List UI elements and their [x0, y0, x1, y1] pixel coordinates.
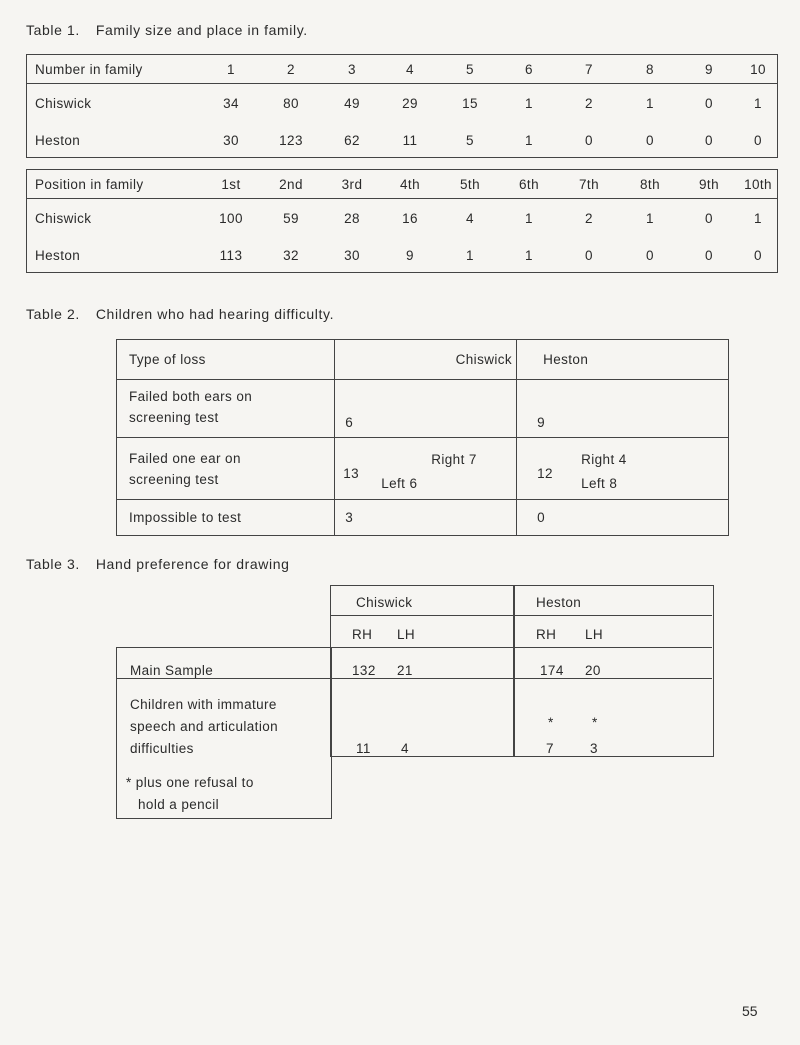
row-label: Impossible to test [117, 500, 335, 536]
table-cell: 34 [223, 96, 239, 112]
table-cell: 174 [540, 663, 564, 678]
table-cell: 0 [585, 247, 593, 263]
table1b-col: 6th [501, 170, 557, 199]
table1b-col: 4th [381, 170, 439, 199]
table2-header-chiswick: Chiswick [335, 340, 517, 380]
table-cell: 0 [705, 132, 713, 148]
table1a-col: 10 [739, 55, 778, 84]
table1b-col: 10th [739, 170, 778, 199]
table-cell: 11 [356, 741, 371, 756]
footnote-marker: * [548, 715, 554, 730]
table-cell: 0 [585, 132, 593, 148]
table3-hand-preference [116, 585, 729, 817]
table-cell: 15 [462, 96, 478, 112]
table1b-col: 7th [557, 170, 621, 199]
table1a-col: 6 [501, 55, 557, 84]
table3-group-chiswick: Chiswick [356, 595, 413, 610]
table-cell: 113 [219, 247, 243, 263]
table-cell: 1 [525, 96, 533, 112]
row-label: Chiswick [35, 96, 92, 112]
table-cell: 0 [705, 247, 713, 263]
table1-family-size [26, 54, 778, 158]
table2-caption [26, 306, 334, 322]
table3-footnote-line: hold a pencil [138, 797, 220, 812]
table-cell: 3 [335, 500, 517, 536]
row-label-line: Failed both ears on [129, 389, 253, 404]
table-cell: 9 [517, 380, 729, 438]
table1a-header-row [27, 55, 778, 84]
table1b-col: 9th [679, 170, 739, 199]
row-label-line: Failed one ear on [129, 450, 241, 466]
table-cell: 21 [397, 663, 413, 678]
table2-hearing-difficulty [116, 339, 729, 536]
table-cell: 0 [517, 500, 729, 536]
table-cell: 4 [466, 211, 474, 227]
table3-sub-lh: LH [397, 627, 416, 642]
table-cell [335, 438, 517, 500]
table-row [117, 438, 729, 500]
table1-caption-text: Family size and place in family. [95, 22, 308, 38]
table-cell: 29 [402, 96, 418, 112]
table1a-col: 5 [439, 55, 501, 84]
table-cell: 20 [585, 663, 601, 678]
table1b-header-row [27, 170, 778, 199]
page-number: 55 [742, 1003, 758, 1019]
table1b-header-label: Position in family [27, 170, 204, 199]
table1-caption [26, 22, 308, 38]
table-cell: 0 [646, 132, 654, 148]
table1b-col: 8th [621, 170, 679, 199]
table-cell: 30 [223, 132, 239, 148]
table1a-col: 3 [323, 55, 381, 84]
table1-position-in-family [26, 169, 778, 273]
table3-footnote-line: * plus one refusal to [126, 775, 254, 790]
row-label: Heston [35, 247, 81, 263]
table1a-col: 2 [259, 55, 323, 84]
table-row [27, 239, 778, 273]
table-cell: 4 [401, 741, 409, 756]
table3-caption-text: Hand preference for drawing [95, 556, 290, 572]
table-row [27, 84, 778, 124]
table-cell: 30 [344, 247, 360, 263]
table-cell: 62 [344, 132, 360, 148]
table1b-col: 2nd [259, 170, 323, 199]
split-total: 13 [343, 465, 360, 481]
table1a-header-label: Number in family [27, 55, 204, 84]
split-left: Left 8 [581, 475, 618, 491]
table3-group-divider [330, 615, 712, 616]
table1a-col: 1 [203, 55, 259, 84]
table-cell: 32 [283, 247, 299, 263]
row-label: Chiswick [35, 211, 92, 227]
table-row [27, 124, 778, 158]
table-cell: 0 [646, 247, 654, 263]
table-cell: 28 [344, 211, 360, 227]
row-label-line: difficulties [130, 741, 194, 756]
table-cell: 1 [646, 96, 654, 112]
table3-sub-rh: RH [536, 627, 557, 642]
table1-caption-number: Table 1. [26, 22, 80, 38]
footnote-marker: * [592, 715, 598, 730]
table2-caption-number: Table 2. [26, 306, 80, 322]
table-cell: 7 [546, 741, 554, 756]
table3-caption [26, 556, 289, 572]
row-label-line: screening test [129, 471, 219, 487]
table-cell: 1 [754, 211, 762, 227]
table-cell: 1 [525, 247, 533, 263]
table1a-col: 7 [557, 55, 621, 84]
table-cell: 123 [279, 132, 303, 148]
table3-caption-number: Table 3. [26, 556, 80, 572]
table2-caption-text: Children who had hearing difficulty. [95, 306, 335, 322]
table-cell: 3 [590, 741, 598, 756]
table-cell: 0 [705, 211, 713, 227]
row-label [117, 380, 335, 438]
table1b-col: 1st [203, 170, 259, 199]
table1b-col: 3rd [323, 170, 381, 199]
table-cell: 49 [344, 96, 360, 112]
table-cell: 59 [283, 211, 299, 227]
table2-header-heston: Heston [517, 340, 729, 380]
row-label [117, 438, 335, 500]
row-label-line: Children with immature [130, 697, 277, 712]
table-cell: 1 [754, 96, 762, 112]
table1a-col: 8 [621, 55, 679, 84]
table3-subheader-divider [330, 647, 712, 648]
table-cell: 1 [525, 211, 533, 227]
table-cell: 0 [754, 132, 762, 148]
row-label-line: screening test [129, 410, 219, 425]
table-cell: 1 [466, 247, 474, 263]
row-label: Heston [35, 132, 81, 148]
table-cell: 11 [402, 132, 418, 148]
split-right: Right 4 [581, 451, 627, 467]
table3-sub-rh: RH [352, 627, 373, 642]
table-cell: 132 [352, 663, 376, 678]
table-cell: 2 [585, 96, 593, 112]
split-left: Left 6 [381, 475, 418, 491]
table-row [117, 500, 729, 536]
row-label-line: speech and articulation [130, 719, 279, 734]
table1b-col: 5th [439, 170, 501, 199]
table-row [27, 199, 778, 239]
split-right: Right 7 [431, 451, 477, 467]
table-cell: 5 [466, 132, 474, 148]
table-cell: 6 [335, 380, 517, 438]
table-cell: 1 [525, 132, 533, 148]
row-label: Main Sample [130, 663, 214, 678]
table-cell: 0 [705, 96, 713, 112]
table-cell: 1 [646, 211, 654, 227]
table1a-col: 4 [381, 55, 439, 84]
split-total: 12 [537, 465, 553, 481]
table2-header-type: Type of loss [117, 340, 335, 380]
table3-sub-lh: LH [585, 627, 604, 642]
table-cell [517, 438, 729, 500]
table-cell: 100 [219, 211, 243, 227]
table-cell: 16 [402, 211, 418, 227]
table-cell: 2 [585, 211, 593, 227]
table-cell: 80 [283, 96, 299, 112]
table-cell: 0 [754, 247, 762, 263]
table2-header-row [117, 340, 729, 380]
table1a-col: 9 [679, 55, 739, 84]
table-cell: 9 [406, 247, 414, 263]
table3-group-heston: Heston [536, 595, 582, 610]
table-row [117, 380, 729, 438]
